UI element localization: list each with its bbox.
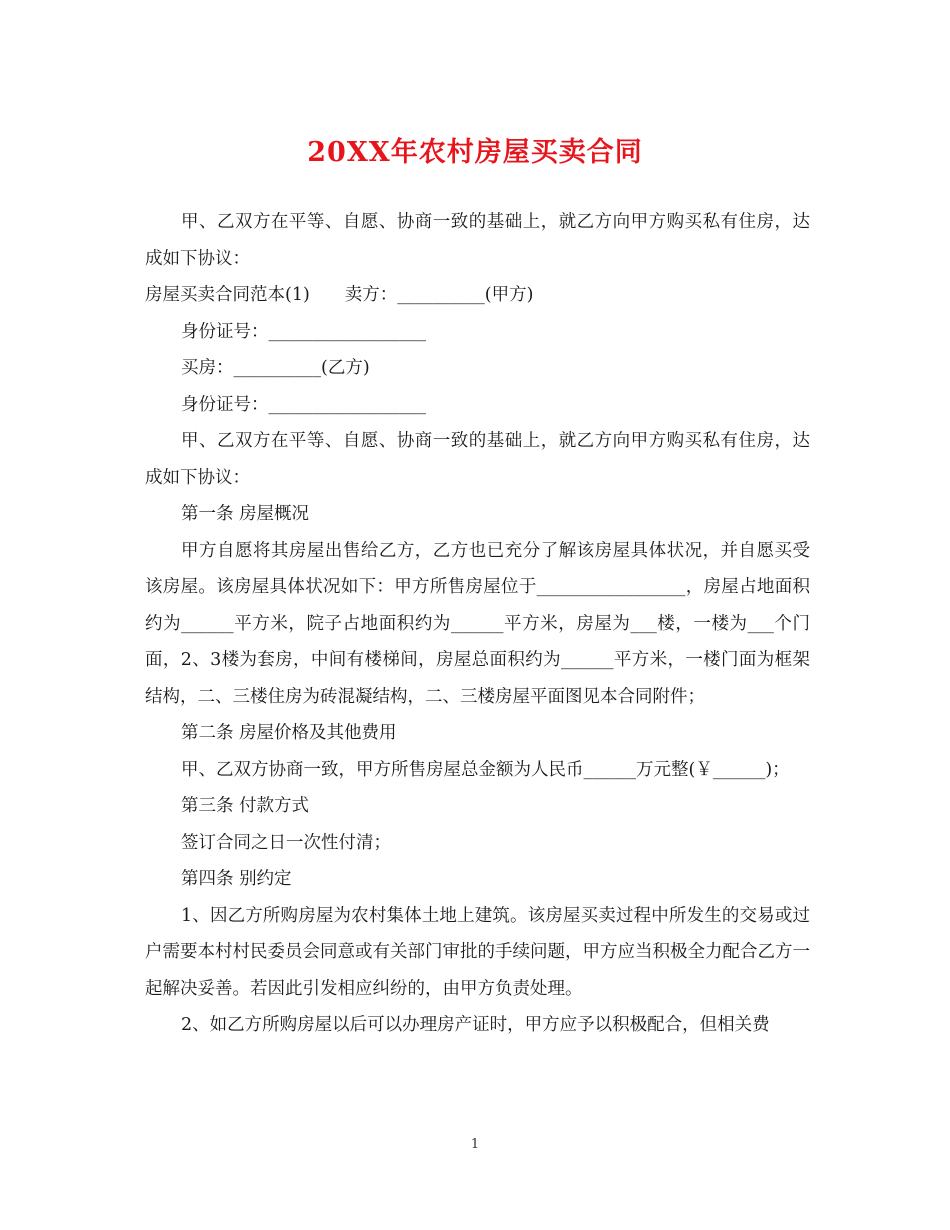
paragraph: 身份证号：__________________ bbox=[181, 394, 426, 415]
page-number: 1 bbox=[470, 1137, 480, 1152]
paragraph: 1、因乙方所购房屋为农村集体土地上建筑。该房屋买卖过程中所发生的交易或过户需要本村村民委员会同意或有关部门审批的手续问题，甲方应当积极全力配合乙方一起解决妥善。若因此引发相应纠纷的，由甲方负责处理。 bbox=[145, 905, 810, 999]
paragraph: 甲、乙双方协商一致，甲方所售房屋总金额为人民币______万元整(￥______)； bbox=[181, 759, 790, 780]
paragraph: 房屋买卖合同范本(1) 卖方：__________(甲方) bbox=[145, 285, 534, 305]
paragraph: 甲、乙双方在平等、自愿、协商一致的基础上，就乙方向甲方购买私有住房，达成如下协议： bbox=[145, 431, 810, 488]
paragraph: 2、如乙方所购房屋以后可以办理房产证时，甲方应予以积极配合，但相关费 bbox=[181, 1015, 770, 1035]
paragraph: 第二条 房屋价格及其他费用 bbox=[181, 723, 397, 743]
paragraph: 身份证号：__________________ bbox=[181, 321, 426, 342]
paragraph: 签订合同之日一次性付清； bbox=[181, 832, 391, 853]
document-body bbox=[145, 204, 810, 1044]
paragraph: 买房：__________(乙方) bbox=[181, 358, 370, 378]
paragraph: 第三条 付款方式 bbox=[181, 796, 310, 816]
paragraph: 第一条 房屋概况 bbox=[181, 504, 310, 524]
paragraph: 甲方自愿将其房屋出售给乙方，乙方也已充分了解该房屋具体状况，并自愿买受该房屋。该房屋具体状况如下：甲方所售房屋位于_________________，房屋占地面积约为______平方米，院子占地面积约为______平方米，房屋为___楼，一楼为___个门面，2、3楼为套房，中间有楼梯间，房屋总面积约为______平方米，一楼门面为框架结构，二、三楼住房为砖混凝结构，二、三楼房屋平面图见本合同附件； bbox=[145, 540, 810, 707]
document-title: 20XX年农村房屋买卖合同 bbox=[307, 137, 643, 168]
paragraph: 甲、乙双方在平等、自愿、协商一致的基础上，就乙方向甲方购买私有住房，达成如下协议： bbox=[145, 212, 810, 269]
paragraph: 第四条 别约定 bbox=[181, 869, 292, 889]
